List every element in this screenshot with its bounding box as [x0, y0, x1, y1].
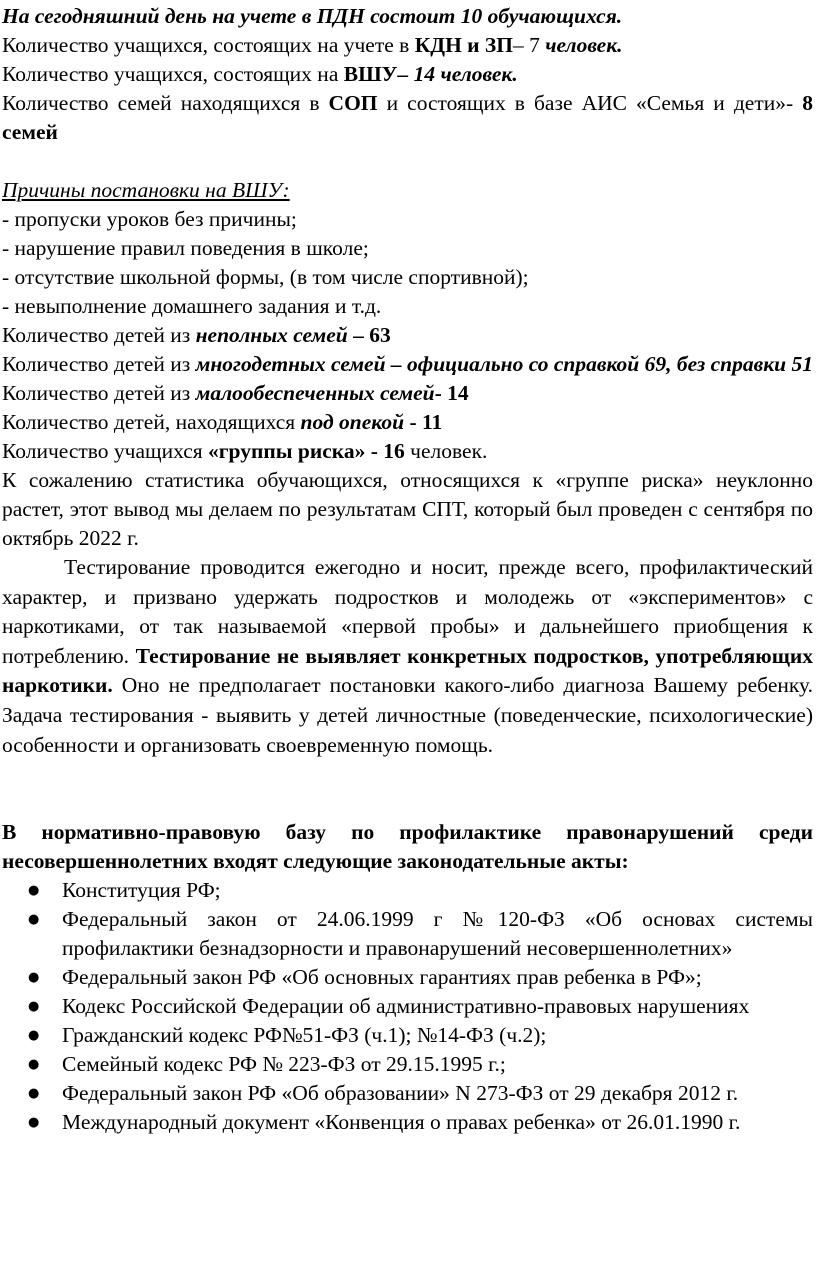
- stat-prefix: Количество учащихся: [2, 439, 209, 463]
- stat-suffix: человек.: [404, 439, 488, 463]
- stat-prefix: Количество детей из: [2, 323, 196, 347]
- list-item-text: Гражданский кодекс РФ№51-ФЗ (ч.1); №14-ФЗ (ч.2);: [62, 1023, 547, 1048]
- list-item-text: Международный документ «Конвенция о правах ребенка» от 26.01.1990 г.: [62, 1110, 741, 1135]
- list-item: [2, 963, 813, 992]
- list-item-text: Семейный кодекс РФ № 223-ФЗ от 29.15.1995 г.;: [62, 1052, 506, 1077]
- vshu-value: – 14 человек.: [397, 62, 518, 86]
- list-item-text: Кодекс Российской Федерации об административно-правовых нарушениях: [62, 994, 750, 1019]
- stat-label: «группы риска»: [208, 439, 366, 463]
- stat-value: – 63: [347, 323, 391, 347]
- bullet-icon: ●: [28, 1115, 40, 1131]
- list-item-text: Федеральный закон от 24.06.1999 г №120-ФЗ «Об основах системы профилактики безнадзорности и правонарушений несовершеннолетних»: [62, 907, 813, 961]
- list-item: [2, 1050, 813, 1079]
- list-item: [2, 876, 813, 905]
- reason-item: - отсутствие школьной формы, (в том числе спортивной);: [2, 265, 529, 289]
- bullet-icon: ●: [28, 1086, 40, 1102]
- list-item: [2, 1021, 813, 1050]
- kdn-unit: человек.: [545, 33, 623, 57]
- reason-item: - невыполнение домашнего задания и т.д.: [2, 294, 382, 318]
- reasons-heading: Причины постановки на ВШУ:: [2, 178, 290, 202]
- list-item: [2, 992, 813, 1021]
- stat-value: - 11: [404, 410, 443, 434]
- sop-prefix: Количество семей находящихся в: [2, 91, 329, 115]
- stat-large-families: [2, 350, 813, 379]
- list-item-text: Конституция РФ;: [62, 878, 221, 903]
- stat-value: - 14: [434, 381, 469, 405]
- bullet-icon: ●: [28, 883, 40, 899]
- reason-item: - пропуски уроков без причины;: [2, 207, 297, 231]
- stat-risk-group: [2, 437, 813, 466]
- stat-value: - 16: [365, 439, 405, 463]
- spacer: [2, 760, 813, 818]
- bullet-icon: ●: [28, 1057, 40, 1073]
- list-item: [2, 1079, 813, 1108]
- sop-line: [2, 89, 813, 147]
- sop-suffix: и состоящих в базе АИС «Семья и дети»-: [377, 91, 794, 115]
- testing-bold: Тестирование не выявляет конкретных подростков, употребляющих наркотики.: [2, 643, 813, 698]
- vshu-line: [2, 60, 813, 89]
- vshu-prefix: Количество учащихся, состоящих на: [2, 62, 344, 86]
- stat-label: малообеспеченных семей: [195, 381, 435, 405]
- list-item-text: Федеральный закон РФ «Об основных гарантиях прав ребенка в РФ»;: [62, 965, 702, 990]
- legal-heading: В нормативно-правовую базу по профилактике правонарушений среди несовершеннолетних входят следующие законодательные акты:: [2, 820, 813, 874]
- kdn-line: [2, 31, 813, 60]
- stat-prefix: Количество детей из: [2, 381, 196, 405]
- sop-value: 8 семей: [2, 91, 813, 144]
- stat-incomplete: [2, 321, 813, 350]
- bullet-icon: ●: [28, 912, 40, 928]
- testing-part2: Оно не предполагает постановки какого-либо диагноза Вашему ребенку. Задача тестирования - выявить у детей личностные (поведенческие, психологические) особенности и организовать своевременную помощь.: [2, 673, 813, 757]
- list-item: [2, 1108, 813, 1137]
- stat-label: многодетных семей – официально со справкой 69, без справки 51: [195, 352, 813, 376]
- stat-prefix: Количество детей из: [2, 352, 196, 376]
- list-item-text: Федеральный закон РФ «Об образовании» N 273-ФЗ от 29 декабря 2012 г.: [62, 1081, 739, 1106]
- stat-prefix: Количество детей, находящихся: [2, 410, 301, 434]
- reason-item: - нарушение правил поведения в школе;: [2, 236, 369, 260]
- sop-org: СОП: [328, 91, 378, 115]
- bullet-icon: ●: [28, 1028, 40, 1044]
- pdn-sentence: На сегодняшний день на учете в ПДН состоит 10 обучающихся.: [2, 4, 623, 28]
- legal-acts-list: [2, 876, 813, 1137]
- stat-low-income: [2, 379, 813, 408]
- testing-part1: Тестирование проводится ежегодно и носит, прежде всего, профилактический характер, и призвано удержать подростков и молодежь от «экспериментов» с наркотиками, от так называемой «первой пробы» и дальнейшего приобщения к потреблению.: [2, 555, 813, 668]
- bullet-icon: ●: [28, 970, 40, 986]
- trend-paragraph: К сожалению статистика обучающихся, относящихся к «группе риска» неуклонно растет, этот вывод мы делаем по результатам СПТ, который был проведен с сентября по октябрь 2022 г.: [2, 468, 813, 550]
- stat-label: неполных семей: [195, 323, 348, 347]
- vshu-org: ВШУ: [343, 62, 398, 86]
- stat-guardianship: [2, 408, 813, 437]
- kdn-dash: – 7: [513, 33, 546, 57]
- stat-label: под опекой: [300, 410, 405, 434]
- kdn-org: КДН и ЗП: [414, 33, 514, 57]
- bullet-icon: ●: [28, 999, 40, 1015]
- testing-paragraph: [2, 553, 813, 760]
- list-item: [2, 905, 813, 963]
- spacer: [2, 147, 813, 176]
- kdn-prefix: Количество учащихся, состоящих на учете в: [2, 33, 415, 57]
